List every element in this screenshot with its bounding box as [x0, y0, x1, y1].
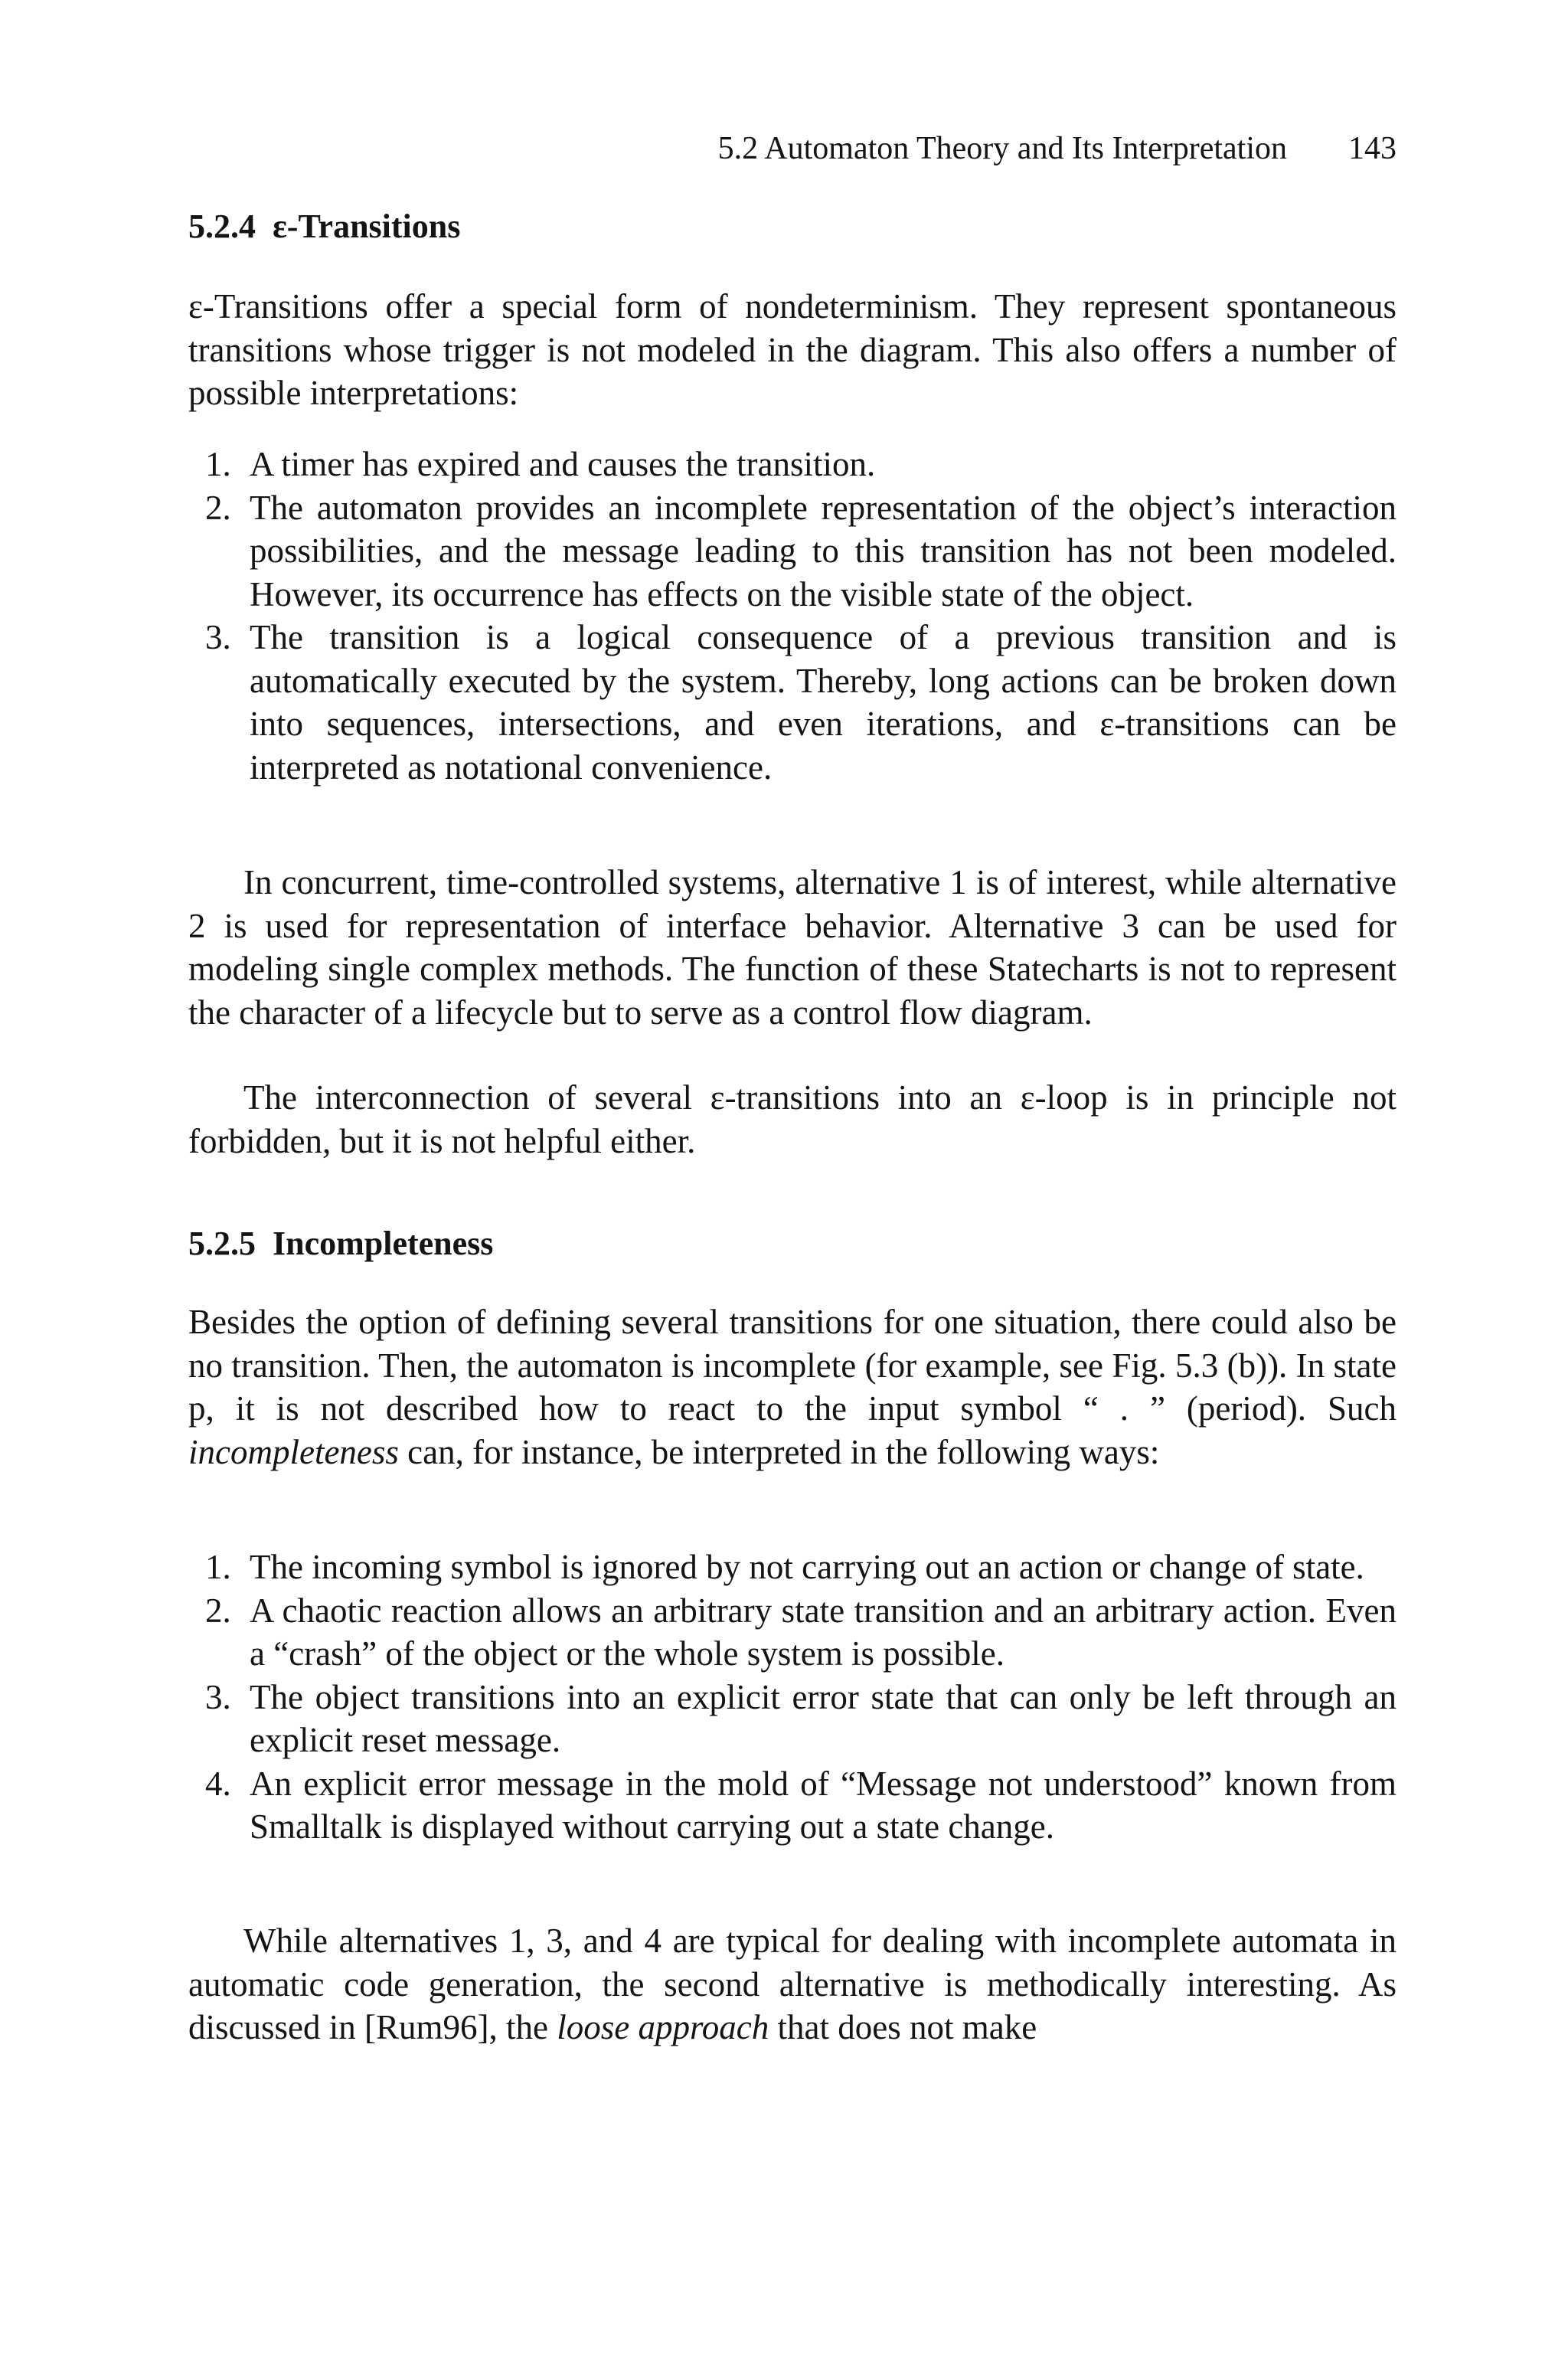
list-item-text: An explicit error message in the mold of “Message not understood” known from Smalltalk is displayed without carrying out a state change.: [250, 1764, 1396, 1846]
list-item: [188, 1676, 1396, 1762]
section-heading-5-2-4: [188, 205, 460, 248]
incompleteness-interpretations-list: [188, 1546, 1396, 1849]
list-item: [188, 1762, 1396, 1849]
section-5-2-4-paragraph-1: In concurrent, time-controlled systems, alternative 1 is of interest, while alternative 2 is used for representation of interface behavior. Alternative 3 can be used for modeling single complex methods. The function of these Statecharts is not to represent the character of a lifecycle but to serve as a control flow diagram.: [188, 863, 1396, 1032]
list-item-text: The automaton provides an incomplete representation of the object’s interaction possibilities, and the message leading to this transition has not been modeled. However, its occurrence has effects on the visible state of the object.: [250, 488, 1396, 613]
list-item-text: A timer has expired and causes the transition.: [250, 445, 876, 483]
list-item: [188, 1546, 1396, 1589]
running-title: 5.2 Automaton Theory and Its Interpretation: [717, 131, 1287, 166]
list-item-number: 2.: [205, 488, 231, 527]
epsilon-interpretations-list: [188, 443, 1396, 789]
section-title: Incompleteness: [273, 1225, 494, 1262]
page-number: 143: [1348, 131, 1396, 166]
section-5-2-5-intro: [188, 1300, 1396, 1474]
section-5-2-4-paragraph-2: The interconnection of several ε-transitions into an ε-loop is in principle not forbidden, but it is not helpful either.: [188, 1078, 1396, 1160]
section-heading-5-2-5: [188, 1222, 493, 1265]
intro-emphasis: incompleteness: [188, 1432, 399, 1471]
list-item-text: The object transitions into an explicit error state that can only be left through an explicit reset message.: [250, 1677, 1396, 1759]
section-5-2-4-intro: ε-Transitions offer a special form of nondeterminism. They represent spontaneous transitions whose trigger is not modeled in the diagram. This also offers a number of possible interpretations:: [188, 287, 1396, 412]
list-item-number: 1.: [205, 445, 231, 483]
list-item-text: The transition is a logical consequence of a previous transition and is automatically executed by the system. Thereby, long actions can be broken down into sequences, intersections, and even iterations, and ε-transitions can be interpreted as notational convenience.: [250, 618, 1396, 787]
section-title: ε-Transitions: [273, 208, 461, 245]
list-item: [188, 1589, 1396, 1676]
list-item: [188, 443, 1396, 486]
list-item-number: 3.: [205, 1677, 231, 1716]
section-number: 5.2.5: [188, 1225, 256, 1262]
running-head: [188, 127, 1396, 170]
list-item: [188, 486, 1396, 617]
list-item-number: 4.: [205, 1764, 231, 1803]
intro-text-end: can, for instance, be interpreted in the following ways:: [398, 1432, 1160, 1471]
list-item-number: 2.: [205, 1591, 231, 1630]
list-item-number: 3.: [205, 618, 231, 656]
closing-emphasis: loose approach: [557, 2008, 769, 2046]
closing-text: While alternatives 1, 3, and 4 are typical for dealing with incomplete automata in automatic code generation, the second alternative is methodically interesting. As discussed in [Rum96], the: [188, 1922, 1396, 2046]
intro-text: Besides the option of defining several transitions for one situation, there could also be no transition. Then, the automaton is incomplete (for example, see Fig. 5.3 (b)). In state p, it is not described how to react to the input symbol “ . ” (period). Such: [188, 1303, 1396, 1428]
list-item: [188, 616, 1396, 789]
section-number: 5.2.4: [188, 208, 256, 245]
list-item-text: The incoming symbol is ignored by not carrying out an action or change of state.: [250, 1548, 1364, 1586]
section-5-2-5-closing: [188, 1919, 1396, 2049]
list-item-text: A chaotic reaction allows an arbitrary state transition and an arbitrary action. Even a “crash” of the object or the whole system is possible.: [250, 1591, 1396, 1673]
list-item-number: 1.: [205, 1548, 231, 1586]
closing-text-end: that does not make: [769, 2008, 1037, 2046]
